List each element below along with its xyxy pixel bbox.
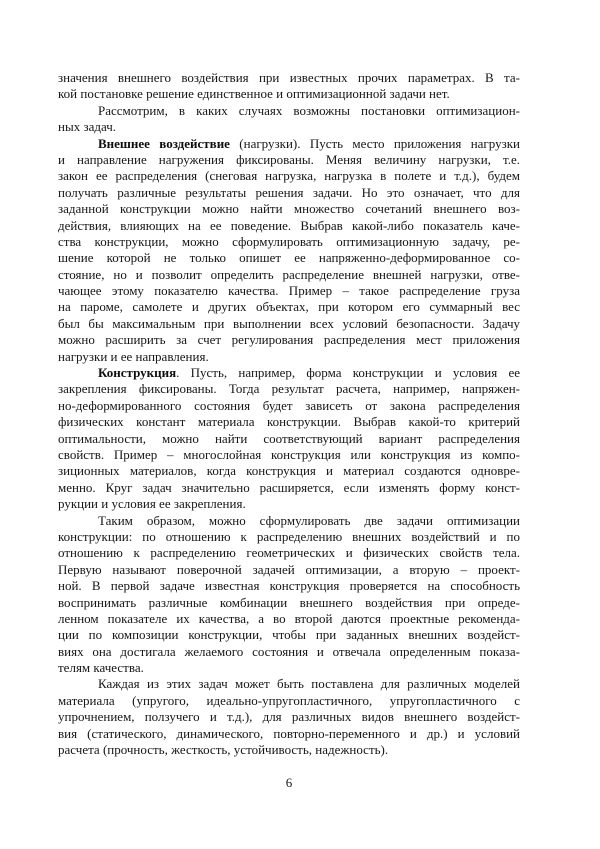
text-line — [58, 136, 520, 152]
line-text: но-деформированного состояния будет зависеть от закона распределения — [58, 397, 520, 413]
line-text: ленном показателе их качества, а во второй даются проектные рекоменда- — [58, 610, 520, 626]
line-text: на пароме, самолете и других объектах, при котором его суммарный вес — [58, 299, 520, 315]
line-text: Таким образом, можно сформулировать две задачи оптимизации — [98, 512, 520, 528]
line-text: шение которой не только опишет ее напряженно-деформированное со- — [58, 250, 520, 266]
paragraph — [58, 513, 520, 677]
text-line — [58, 463, 520, 479]
text-line — [58, 660, 520, 676]
line-text: конструкции: по отношению к распределению внешних воздействий и по — [58, 528, 520, 544]
line-text: телям качества. — [58, 660, 144, 676]
text-line — [58, 562, 520, 578]
line-text: рукции и условия ее закрепления. — [58, 496, 246, 512]
line-text: оптимальности, можно найти соответствующий вариант распределения — [58, 430, 520, 446]
line-text: закон ее распределения (снеговая нагрузка, нагрузка в полете и т.д.), будем — [58, 168, 520, 184]
line-text: физических констант материала конструкции. Выбрав какой-то критерий — [58, 414, 520, 430]
paragraph — [58, 365, 520, 513]
line-text: чающее этому показателю качества. Пример – такое распределение груза — [58, 283, 520, 299]
text-line — [58, 496, 520, 512]
text-line — [58, 480, 520, 496]
text-line — [58, 332, 520, 348]
paragraph — [58, 136, 520, 365]
line-text: ства конструкции, можно сформулировать оптимизационную задачу, ре- — [58, 233, 520, 249]
line-text: был бы максимальным при выполнении всех условий безопасности. Задачу — [58, 315, 520, 331]
text-line — [58, 365, 520, 381]
text-line — [58, 185, 520, 201]
text-line — [58, 299, 520, 315]
line-text: нагрузки и ее направления. — [58, 348, 209, 364]
line-text: Каждая из этих задач может быть поставлена для различных моделей — [98, 676, 520, 692]
line-text: ных задач. — [58, 119, 116, 135]
text-line — [58, 70, 520, 86]
text-line — [58, 234, 520, 250]
line-text: виях она достигала желаемого состояния и отвечала определенным показа- — [58, 643, 520, 659]
line-text: расчета (прочность, жесткость, устойчивость, надежность). — [58, 742, 389, 758]
text-line — [58, 349, 520, 365]
line-text: получать различные результаты решения задачи. Но это означает, что для — [58, 184, 520, 200]
line-text: можно расширить за счет регулирования распределения мест приложения — [58, 332, 520, 348]
line-text: свойств. Пример – многослойная конструкция или конструкция из компо- — [58, 446, 520, 462]
text-line — [58, 529, 520, 545]
line-text: отношению к распределению геометрических и физических свойств тела. — [58, 545, 520, 561]
line-text: материала (упругого, идеально-упругопластичного, упругопластичного с — [58, 692, 520, 708]
line-text: ной. В первой задаче известная конструкция проверяется на способность — [58, 578, 520, 594]
text-line — [58, 103, 520, 119]
text-line — [58, 513, 520, 529]
text-line — [58, 676, 520, 692]
line-text: Первую называют поверочной задачей оптимизации, а вторую – проект- — [58, 561, 520, 577]
text-line — [58, 168, 520, 184]
text-line — [58, 218, 520, 234]
paragraph — [58, 676, 520, 758]
text-line — [58, 644, 520, 660]
line-text: закрепления фиксированы. Тогда результат расчета, например, напряжен- — [58, 381, 520, 397]
text-line — [58, 119, 520, 135]
line-text: (нагрузки). Пусть место приложения нагрузки — [229, 135, 520, 151]
line-text: . Пусть, например, форма конструкции и условия ее — [176, 365, 520, 381]
line-text: менно. Круг задач значительно расширяется, если изменять форму конст- — [58, 479, 520, 495]
line-text: заданной конструкции можно найти множество сочетаний внешнего воз- — [58, 201, 520, 217]
line-text: вия (статического, динамического, повторно-переменного и др.) и условий — [58, 725, 520, 741]
line-text: Рассмотрим, в каких случаях возможны постановки оптимизацион- — [98, 102, 520, 118]
text-line — [58, 414, 520, 430]
paragraph — [58, 70, 520, 103]
text-line — [58, 578, 520, 594]
text-line — [58, 742, 520, 758]
line-text: стояние, но и позволит определить распределение внешней нагрузки, отве- — [58, 266, 520, 282]
text-line — [58, 201, 520, 217]
text-line — [58, 693, 520, 709]
line-text: упрочнением, ползучего и т.д.), для различных видов внешнего воздейст- — [58, 709, 520, 725]
text-line — [58, 611, 520, 627]
line-text: зиционных материалов, когда конструкция и материал создаются одновре- — [58, 463, 520, 479]
text-line — [58, 595, 520, 611]
text-line — [58, 152, 520, 168]
line-text: воспринимать различные комбинации внешнего воздействия при опреде- — [58, 594, 520, 610]
run-in-heading: Внешнее воздействие — [98, 135, 230, 151]
text-line — [58, 381, 520, 397]
text-line — [58, 267, 520, 283]
text-line — [58, 316, 520, 332]
text-line — [58, 545, 520, 561]
text-line — [58, 86, 520, 102]
run-in-heading: Конструкция — [98, 365, 177, 381]
line-text: и направление нагружения фиксированы. Меняя величину нагрузки, т.е. — [58, 151, 520, 167]
line-text: действия, влияющих на ее поведение. Выбрав какой-либо показатель каче- — [58, 217, 520, 233]
line-text: ции по композиции конструкции, чтобы при заданных внешних воздейст- — [58, 627, 520, 643]
text-line — [58, 726, 520, 742]
text-line — [58, 283, 520, 299]
text-line — [58, 709, 520, 725]
page-number: 6 — [285, 775, 293, 790]
text-block — [58, 70, 520, 758]
line-text: кой постановке решение единственное и оптимизационной задачи нет. — [58, 86, 450, 102]
text-line — [58, 431, 520, 447]
text-line — [58, 250, 520, 266]
text-line — [58, 398, 520, 414]
paragraph — [58, 103, 520, 136]
text-line — [58, 447, 520, 463]
line-text: значения внешнего воздействия при известных прочих параметрах. В та- — [58, 70, 520, 85]
text-line — [58, 627, 520, 643]
